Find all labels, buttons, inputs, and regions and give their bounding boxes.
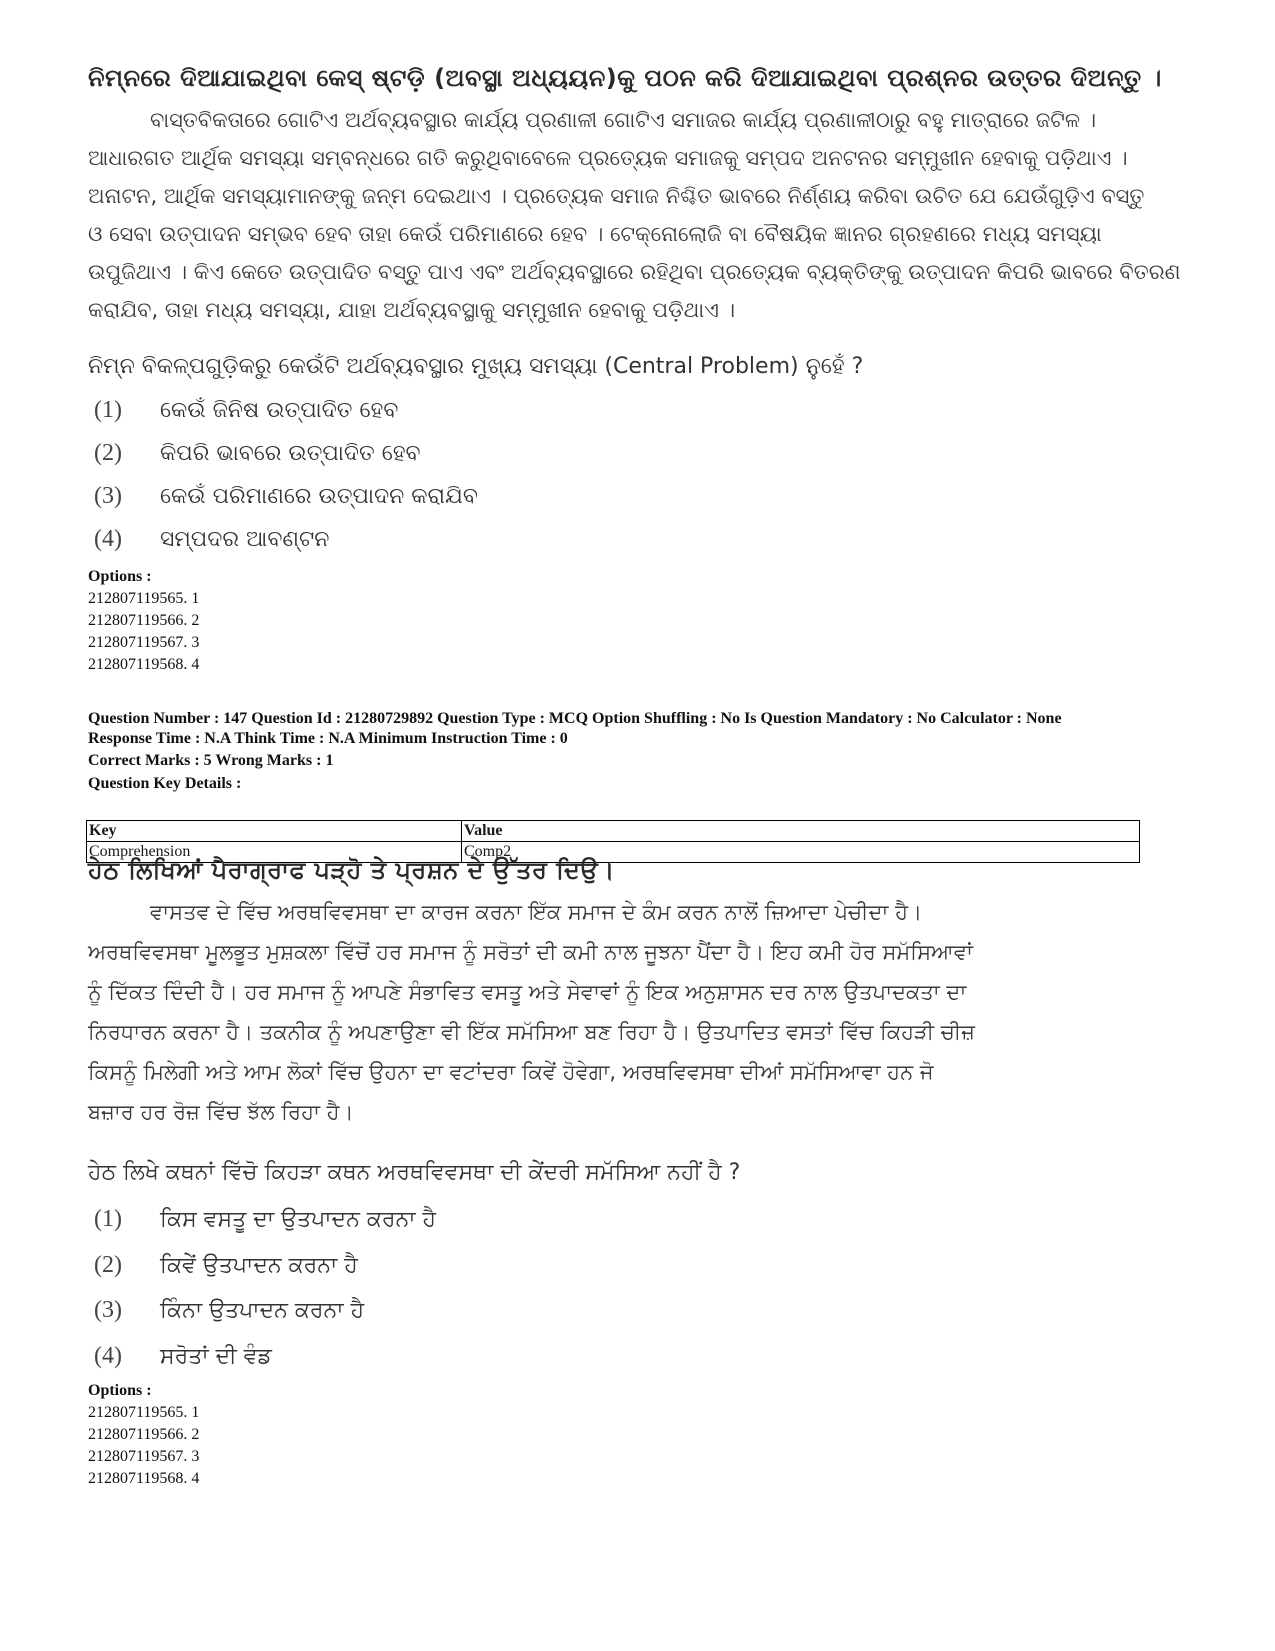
option-text: କେଉଁ ପରିମାଣରେ ଉତ୍ପାଦନ କରାଯିବ	[160, 484, 478, 509]
passage-2-line: ਕਿਸਨੂੰ ਮਿਲੇਗੀ ਅਤੇ ਆਮ ਲੋਕਾਂ ਵਿੱਚ ਉਹਨਾ ਦਾ ਵਟਾਂਦਰਾ ਕਿਵੇਂ ਹੋਵੇਗਾ, ਅਰਥਵਿਵਸਥਾ ਦੀਆਂ ਸਮੱਸਿਆਵਾ ਹਨ ਜੋ	[88, 1060, 934, 1084]
option-number: (1)	[94, 1206, 122, 1232]
table-header-value: Value	[462, 821, 1140, 842]
question-meta-line-1: Question Number : 147 Question Id : 21280729892 Question Type : MCQ Option Shuffling : No Is Question Mandatory : No Calculator : None	[88, 710, 1062, 727]
option-id: 212807119566. 2	[88, 612, 200, 629]
option-text: ਕਿੰਨਾ ਉਤਪਾਦਨ ਕਰਨਾ ਹੈ	[160, 1298, 365, 1323]
option-text: ਸਰੋਤਾਂ ਦੀ ਵੰਡ	[160, 1344, 272, 1369]
passage-1-question: ନିମ୍ନ ବିକଳ୍ପଗୁଡ଼ିକରୁ କେଉଁଟି ଅର୍ଥବ୍ୟବସ୍ଥାର ମୁଖ୍ୟ ସମସ୍ୟା (Central Problem) ନୁହେଁ ?	[88, 354, 864, 379]
passage-1-option	[94, 440, 421, 467]
option-text: କେଉଁ ଜିନିଷ ଉତ୍ପାଦିତ ହେବ	[160, 398, 399, 423]
option-number: (3)	[94, 483, 122, 509]
passage-2-line: ਨਿਰਧਾਰਨ ਕਰਨਾ ਹੈ। ਤਕਨੀਕ ਨੂੰ ਅਪਣਾਉਣਾ ਵੀ ਇੱਕ ਸਮੱਸਿਆ ਬਣ ਰਿਹਾ ਹੈ। ਉਤਪਾਦਿਤ ਵਸਤਾਂ ਵਿੱਚ ਕਿਹੜੀ ਚੀਜ਼	[88, 1020, 975, 1044]
question-marks: Correct Marks : 5 Wrong Marks : 1	[88, 752, 334, 769]
passage-1-line: ଓ ସେବା ଉତ୍ପାଦନ ସମ୍ଭବ ହେବ ତାହା କେଉଁ ପରିମାଣରେ ହେବ । ଟେକ୍ନୋଲୋଜି ବା ବୈଷୟିକ ଜ୍ଞାନର ଗ୍ରହଣରେ ମଧ୍ୟ ସମସ୍ୟା	[88, 222, 1102, 246]
passage-2-option	[94, 1297, 364, 1324]
passage-1-option	[94, 397, 398, 424]
passage-1-line: ଆଧାରଗତ ଆର୍ଥିକ ସମସ୍ୟା ସମ୍ବନ୍ଧରେ ଗତି କରୁଥିବାବେଳେ ପ୍ରତ୍ୟେକ ସମାଜକୁ ସମ୍ପଦ ଅନଟନର ସମ୍ମୁଖୀନ ହେବାକୁ ପଡ଼ିଥାଏ ।	[88, 146, 1128, 170]
question-key-details-label: Question Key Details :	[88, 775, 242, 792]
option-id: 212807119568. 4	[88, 1470, 200, 1487]
option-text: କିପରି ଭାବରେ ଉତ୍ପାଦିତ ହେବ	[160, 441, 421, 466]
passage-2-option	[94, 1206, 436, 1233]
option-number: (2)	[94, 1252, 122, 1278]
option-id: 212807119568. 4	[88, 656, 200, 673]
passage-1-line: ଉପୁଜିଥାଏ । କିଏ କେତେ ଉତ୍ପାଦିତ ବସ୍ତୁ ପାଏ ଏବଂ ଅର୍ଥବ୍ୟବସ୍ଥାରେ ରହିଥିବା ପ୍ରତ୍ୟେକ ବ୍ୟକ୍ତିଙ୍କୁ ଉତ୍ପାଦନ କିପରି ଭାବରେ ବିତରଣ	[88, 260, 1181, 284]
option-id: 212807119567. 3	[88, 634, 200, 651]
option-number: (1)	[94, 397, 122, 423]
passage-1-heading: ନିମ୍ନରେ ଦିଆଯାଇଥିବା କେସ୍ ଷ୍ଟଡ଼ି (ଅବସ୍ଥା ଅଧ୍ୟୟନ)କୁ ପଠନ କରି ଦିଆଯାଇଥିବା ପ୍ରଶ୍ନର ଉତ୍ତର ଦିଅନ୍ତୁ ।	[88, 64, 1162, 92]
option-id: 212807119566. 2	[88, 1426, 200, 1443]
passage-1-option	[94, 483, 478, 510]
passage-1-line: ଅନାଟନ, ଆର୍ଥିକ ସମସ୍ୟାମାନଙ୍କୁ ଜନ୍ମ ଦେଇଥାଏ । ପ୍ରତ୍ୟେକ ସମାଜ ନିଶ୍ଚିତ ଭାବରେ ନିର୍ଣ୍ଣୟ କରିବା ଉଚିତ ଯେ ଯେଉଁଗୁଡ଼ିଏ ବସ୍ତୁ	[88, 184, 1145, 208]
option-id: 212807119567. 3	[88, 1448, 200, 1465]
passage-1-option	[94, 526, 329, 553]
table-cell-key: Comprehension	[87, 842, 462, 863]
question-meta-line-2: Response Time : N.A Think Time : N.A Minimum Instruction Time : 0	[88, 730, 568, 747]
passage-2-line: ਬਜ਼ਾਰ ਹਰ ਰੋਜ਼ ਵਿੱਚ ਝੱਲ ਰਿਹਾ ਹੈ।	[88, 1100, 354, 1124]
table-header-key: Key	[87, 821, 462, 842]
passage-2-option	[94, 1252, 358, 1279]
passage-1-line: ବାସ୍ତବିକତାରେ ଗୋଟିଏ ଅର୍ଥବ୍ୟବସ୍ଥାର କାର୍ଯ୍ୟ ପ୍ରଣାଳୀ ଗୋଟିଏ ସମାଜର କାର୍ଯ୍ୟ ପ୍ରଣାଳୀଠାରୁ ବହୁ ମାତ୍ରାରେ ଜଟିଳ ।	[150, 108, 1097, 132]
passage-2-line: ਨੂੰ ਦਿੱਕਤ ਦਿੰਦੀ ਹੈ। ਹਰ ਸਮਾਜ ਨੂੰ ਆਪਣੇ ਸੰਭਾਵਿਤ ਵਸਤੂ ਅਤੇ ਸੇਵਾਵਾਂ ਨੂੰ ਇਕ ਅਨੁਸ਼ਾਸਨ ਦਰ ਨਾਲ ਉਤਪਾਦਕਤਾ ਦਾ	[88, 980, 967, 1004]
passage-2-heading: ਹੇਠ ਲਿਖਿਆਂ ਪੈਰਾਗ੍ਰਾਫ ਪੜ੍ਹੋ ਤੇ ਪ੍ਰਸ਼ਨ ਦੇ ਉੱਤਰ ਦਿਉ।	[88, 856, 615, 884]
passage-1-line: କରାଯିବ, ତାହା ମଧ୍ୟ ସମସ୍ୟା, ଯାହା ଅର୍ଥବ୍ୟବସ୍ଥାକୁ ସମ୍ମୁଖୀନ ହେବାକୁ ପଡ଼ିଥାଏ ।	[88, 298, 736, 322]
option-number: (2)	[94, 440, 122, 466]
options-label: Options :	[88, 568, 152, 585]
option-number: (4)	[94, 1343, 122, 1369]
passage-2-question: ਹੇਠ ਲਿਖੇ ਕਥਨਾਂ ਵਿੱਚੋ ਕਿਹੜਾ ਕਥਨ ਅਰਥਵਿਵਸਥਾ ਦੀ ਕੇਂਦਰੀ ਸਮੱਸਿਆ ਨਹੀਂ ਹੈ ?	[88, 1160, 741, 1185]
passage-1-body	[88, 108, 1198, 328]
passage-2-line: ਵਾਸਤਵ ਦੇ ਵਿੱਚ ਅਰਥਵਿਵਸਥਾ ਦਾ ਕਾਰਜ ਕਰਨਾ ਇੱਕ ਸਮਾਜ ਦੇ ਕੰਮ ਕਰਨ ਨਾਲੋਂ ਜ਼ਿਆਦਾ ਪੇਚੀਦਾ ਹੈ।	[150, 900, 923, 924]
options-label: Options :	[88, 1382, 152, 1399]
table-cell-value: Comp2	[462, 842, 1140, 863]
table-header-row	[87, 821, 1140, 842]
option-text: ସମ୍ପଦର ଆବଣ୍ଟନ	[160, 527, 330, 552]
option-id: 212807119565. 1	[88, 590, 200, 607]
passage-2-body	[88, 900, 1198, 1125]
option-id: 212807119565. 1	[88, 1404, 200, 1421]
option-number: (4)	[94, 526, 122, 552]
passage-2-line: ਅਰਥਵਿਵਸਥਾ ਮੂਲਭੂਤ ਮੁਸ਼ਕਲਾ ਵਿੱਚੋਂ ਹਰ ਸਮਾਜ ਨੂੰ ਸਰੋਤਾਂ ਦੀ ਕਮੀ ਨਾਲ ਜੂਝਨਾ ਪੈਂਦਾ ਹੈ। ਇਹ ਕਮੀ ਹੋਰ ਸਮੱਸਿਆਵਾਂ	[88, 940, 973, 964]
option-text: ਕਿਵੇਂ ਉਤਪਾਦਨ ਕਰਨਾ ਹੈ	[160, 1253, 358, 1278]
option-text: ਕਿਸ ਵਸਤੂ ਦਾ ਉਤਪਾਦਨ ਕਰਨਾ ਹੈ	[160, 1207, 437, 1232]
option-number: (3)	[94, 1297, 122, 1323]
passage-2-option	[94, 1343, 272, 1370]
